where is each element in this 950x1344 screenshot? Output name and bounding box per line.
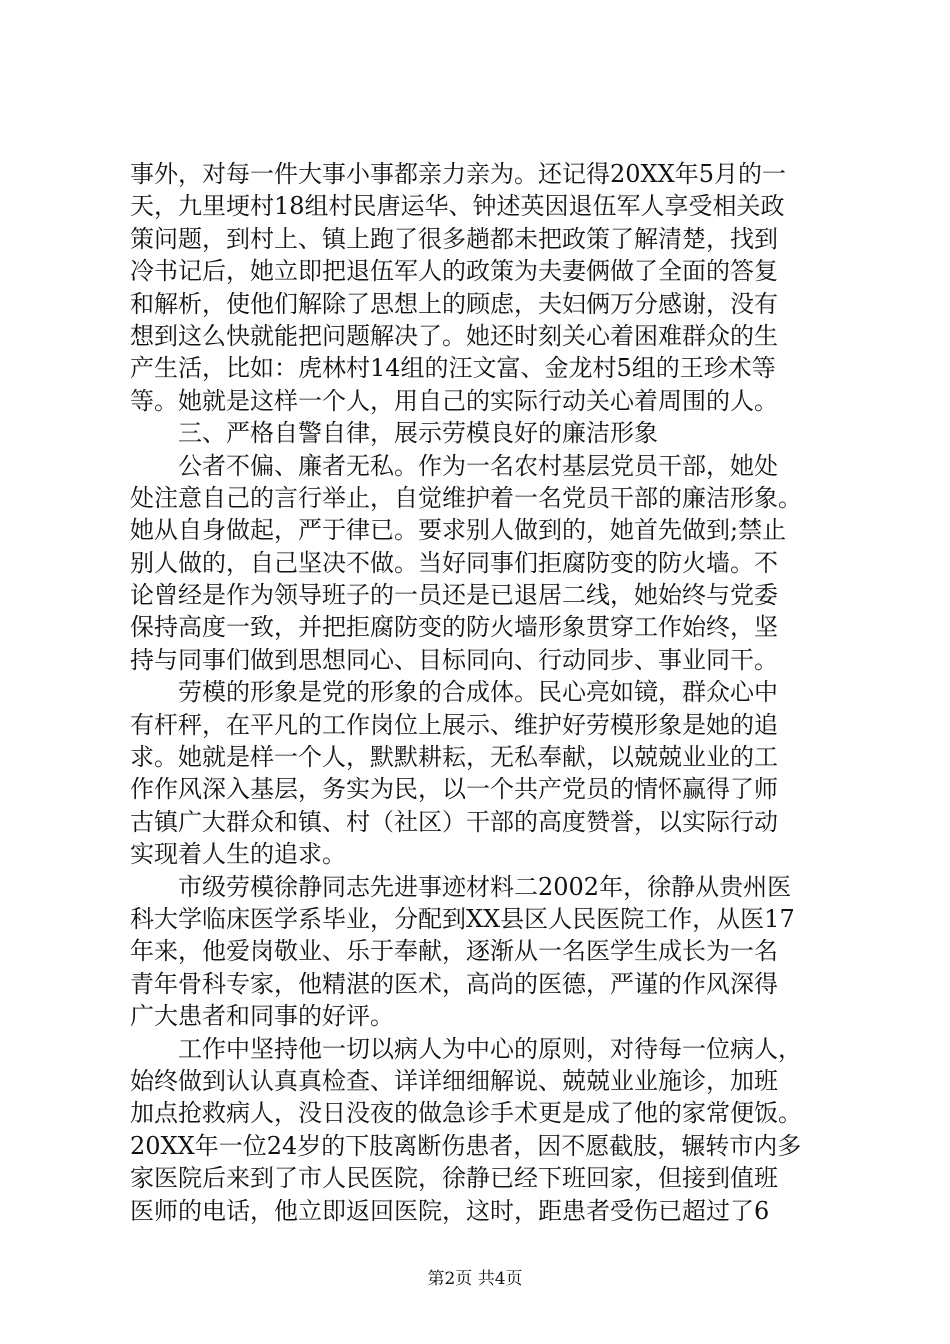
text-line: 事外，对每一件大事小事都亲力亲为。还记得20XX年5月的一 bbox=[130, 160, 786, 188]
text-line: 20XX年一位24岁的下肢离断伤患者，因不愿截肢，辗转市内多 bbox=[130, 1131, 802, 1160]
text-line: 冷书记后，她立即把退伍军人的政策为夫妻俩做了全面的答复 bbox=[130, 257, 778, 286]
text-line: 策问题，到村上、镇上跑了很多趟都未把政策了解清楚，找到 bbox=[130, 224, 778, 253]
text-line: 想到这么快就能把问题解决了。她还时刻关心着困难群众的生 bbox=[130, 321, 778, 350]
text-line: 和解析，使他们解除了思想上的顾虑，夫妇俩万分感谢，没有 bbox=[130, 289, 778, 318]
page-footer bbox=[0, 1268, 950, 1290]
text-line: 年来，他爱岗敬业、乐于奉献，逐渐从一名医学生成长为一名 bbox=[130, 937, 778, 966]
text-line: 广大患者和同事的好评。 bbox=[130, 1002, 394, 1031]
text-line: 作作风深入基层，务实为民，以一个共产党员的情怀赢得了师 bbox=[130, 775, 778, 804]
text-line: 市级劳模徐静同志先进事迹材料二2002年，徐静从贵州医 bbox=[178, 872, 792, 901]
text-line: 她从自身做起，严于律已。要求别人做到的，她首先做到;禁止 bbox=[130, 516, 787, 545]
text-line: 三、严格自警自律，展示劳模良好的廉洁形象 bbox=[178, 419, 658, 448]
text-line: 实现着人生的追求。 bbox=[130, 840, 346, 869]
text-line: 加点抢救病人，没日没夜的做急诊手术更是成了他的家常便饭。 bbox=[130, 1099, 802, 1128]
text-line: 别人做的，自己坚决不做。当好同事们拒腐防变的防火墙。不 bbox=[130, 548, 778, 577]
text-line: 公者不偏、廉者无私。作为一名农村基层党员干部，她处 bbox=[178, 451, 778, 480]
text-line: 保持高度一致，并把拒腐防变的防火墙形象贯穿工作始终，坚 bbox=[130, 613, 778, 642]
text-line: 等。她就是这样一个人，用自己的实际行动关心着周围的人。 bbox=[130, 386, 778, 415]
text-line: 有杆秤，在平凡的工作岗位上展示、维护好劳模形象是她的追 bbox=[130, 710, 778, 739]
text-line: 医师的电话，他立即返回医院，这时，距患者受伤已超过了6 bbox=[130, 1196, 770, 1225]
text-line: 青年骨科专家，他精湛的医术，高尚的医德，严谨的作风深得 bbox=[130, 969, 778, 998]
document-body bbox=[130, 158, 830, 1227]
text-line: 科大学临床医学系毕业，分配到XX县区人民医院工作，从医17 bbox=[130, 904, 795, 933]
text-line: 处注意自己的言行举止，自觉维护着一名党员干部的廉洁形象。 bbox=[130, 483, 802, 512]
text-line: 家医院后来到了市人民医院，徐静已经下班回家，但接到值班 bbox=[130, 1164, 778, 1193]
text-line: 持与同事们做到思想同心、目标同向、行动同步、事业同干。 bbox=[130, 645, 778, 674]
text-line: 劳模的形象是党的形象的合成体。民心亮如镜，群众心中 bbox=[178, 678, 778, 707]
text-line: 产生活，比如：虎林村14组的汪文富、金龙村5组的王珍术等 bbox=[130, 354, 776, 383]
text-line: 工作中坚持他一切以病人为中心的原则，对待每一位病人， bbox=[178, 1034, 802, 1063]
text-line: 论曾经是作为领导班子的一员还是已退居二线，她始终与党委 bbox=[130, 581, 778, 610]
text-line: 古镇广大群众和镇、村（社区）干部的高度赞誉，以实际行动 bbox=[130, 807, 778, 836]
text-line: 天，九里埂村18组村民唐运华、钟述英因退伍军人享受相关政 bbox=[130, 192, 785, 221]
text-line: 求。她就是样一个人，默默耕耘，无私奉献，以兢兢业业的工 bbox=[130, 743, 778, 772]
text-line: 始终做到认认真真检查、详详细细解说、兢兢业业施诊，加班 bbox=[130, 1066, 778, 1095]
page-number-label: 第2页 共4页 bbox=[427, 1269, 523, 1289]
